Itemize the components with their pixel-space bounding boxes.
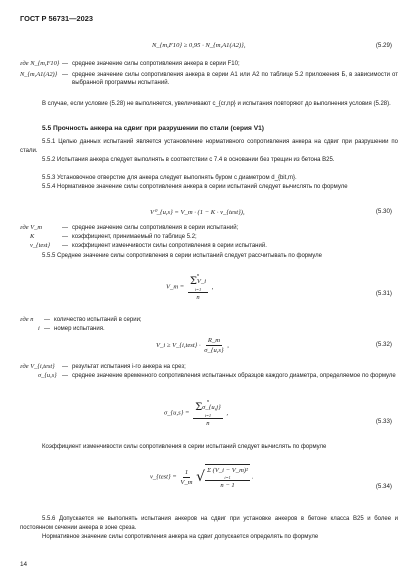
definition-text: среднее значение силы сопротивления анкера в серии F10; <box>72 61 240 67</box>
formula-5-29: N_{m,F10} ≥ 0,95 · N_{m,A1(A2)}, <box>152 42 246 49</box>
document-header: ГОСТ Р 56731—2023 <box>20 14 93 23</box>
radical-sign: √ <box>196 469 206 485</box>
fraction-numerator: 1 <box>184 468 189 476</box>
radicand <box>205 464 250 490</box>
definitions-5-30 <box>20 224 398 254</box>
definition-text: номер испытания. <box>54 326 105 332</box>
formula-number-5-33: (5.33) <box>375 418 392 425</box>
definition-symbol: где V_m <box>20 224 42 231</box>
sum-lower-limit: i=1 <box>224 475 231 480</box>
formula-5-32 <box>156 336 229 355</box>
definition-symbol: где V_{i,test} <box>20 363 55 370</box>
definition-text: коэффициент изменчивости силы сопротивления в серии испытаний. <box>72 243 267 249</box>
paragraph-5-5-4: 5.5.4 Нормативное значение силы сопротивления анкера в серии испытаний следует вычислять по формуле <box>42 184 348 190</box>
formula-number-5-31: (5.31) <box>375 290 392 297</box>
definition-text: коэффициент, принимаемый по таблице 5.2; <box>72 234 197 240</box>
definition-dash: — <box>62 364 68 370</box>
formula-number-5-34: (5.34) <box>375 483 392 490</box>
formula-lhs: V_m = <box>166 283 185 291</box>
section-heading: 5.5 Прочность анкера на сдвиг при разрушении по стали (серия V1) <box>42 125 264 132</box>
definition-text: среднее значение силы сопротивления в серии испытаний; <box>72 225 239 231</box>
definition-text: среднее значение силы сопротивления анкера в серии А1 или А2 по таблице 5.2 приложения Б, в зависимости от выбранной программы испытаний. <box>72 72 398 87</box>
definition-symbol: N_{m,A1(A2)} <box>20 71 58 78</box>
definition-text: количество испытаний в серии; <box>54 317 142 323</box>
definitions-5-32 <box>20 363 398 393</box>
definition-symbol: где n <box>20 316 34 323</box>
definition-text: среднее значение временного сопротивления испытанных образцов каждого диаметра, определяемое по формуле <box>72 373 396 379</box>
sum-lower-limit: i=1 <box>204 413 212 418</box>
fraction-numerator: R_m <box>207 337 220 344</box>
formula-tail: , <box>226 409 229 417</box>
formula-number-5-32: (5.32) <box>375 341 392 348</box>
formula-5-34 <box>150 464 253 490</box>
formula-fraction <box>188 272 208 302</box>
fraction-numerator <box>193 398 223 419</box>
sum-term: V_i <box>196 278 207 285</box>
definition-dash: — <box>62 243 68 249</box>
formula-fraction <box>204 336 223 355</box>
formula-lhs: v_{test} = <box>150 473 177 481</box>
sum-lower-limit: i=1 <box>194 287 202 292</box>
fraction-denominator: V_m <box>180 478 193 486</box>
formula-lhs: σ_{u,s} = <box>164 409 190 417</box>
formula-fraction <box>193 398 223 428</box>
paragraph-5-5-2: 5.5.2 Испытания анкера следует выполнять в соответствии с 7.4 в основании без трещин из бетона В25. <box>42 157 335 163</box>
definition-dash: — <box>62 225 68 231</box>
square-root <box>196 464 250 490</box>
paragraph-5-5-3: 5.5.3 Установочное отверстие для анкера следует выполнять буром с диаметром d_{bit,m}. <box>42 175 297 181</box>
sum-term: σ_{u,j} <box>202 404 221 411</box>
formula-fraction <box>180 468 192 487</box>
formula-lhs: V_i ≥ V_{i,test} · <box>156 342 201 350</box>
sum-upper-limit: n <box>206 398 210 403</box>
definition-dash: — <box>44 326 50 332</box>
formula-number-5-30: (5.30) <box>375 208 392 215</box>
definition-symbol: где N_{m,F10} <box>20 60 60 67</box>
page-number: 14 <box>20 561 28 568</box>
fraction-denominator: σ_{u,s} <box>204 347 224 354</box>
paragraph-5-5-5: 5.5.5 Среднее значение силы сопротивления в серии испытаний следует рассчитывать по формуле <box>42 253 323 259</box>
formula-tail: . <box>251 473 254 481</box>
radicand-numerator <box>205 466 250 481</box>
radicand-sum: Σ (V_i − V_m)² <box>207 467 249 474</box>
formula-tail: , <box>211 283 214 291</box>
radicand-denominator: n − 1 <box>220 482 235 489</box>
definition-text: результат испытания i-го анкера на срез; <box>72 364 186 370</box>
definition-symbol: v_{test} <box>30 242 51 249</box>
definition-symbol: i <box>38 325 40 332</box>
fraction-denominator: n <box>196 294 200 301</box>
definition-dash: — <box>62 61 68 67</box>
definition-dash: — <box>62 234 68 240</box>
formula-5-30: V⁰_{u,s} = V_m · (1 − K · v_{test}), <box>150 209 245 216</box>
definitions-5-29 <box>20 60 398 100</box>
formula-5-31 <box>166 272 213 302</box>
definition-dash: — <box>62 72 68 78</box>
paragraph-coefficient: Коэффициент изменчивости силы сопротивления в серии испытаний следует вычислять по формуле <box>42 444 327 450</box>
sum-upper-limit: n <box>196 272 200 277</box>
formula-tail: , <box>227 342 229 350</box>
paragraph-5-5-6: 5.5.6 Допускается не выполнять испытания анкеров на сдвиг при установке анкеров в бетоне класса В25 и более и постоянном сечении анкера в зоне среза. <box>20 516 398 531</box>
fraction-denominator: n <box>206 420 210 427</box>
sum-sign: Σ <box>189 276 197 287</box>
definition-dash: — <box>44 317 50 323</box>
definition-symbol: K <box>30 233 35 240</box>
definitions-5-31 <box>20 316 398 336</box>
sum-sign: Σ <box>195 402 203 413</box>
definition-symbol: σ_{u,s} <box>38 372 57 379</box>
formula-5-33 <box>164 398 228 428</box>
formula-number-5-29: (5.29) <box>375 42 392 49</box>
paragraph-5-5-1: 5.5.1 Целью данных испытаний является установление нормативного сопротивления анкера на сдвиг при разрушении по стали. <box>20 139 398 154</box>
paragraph-last: Нормативное значение силы сопротивления анкера на сдвиг допускается определять по формуле <box>42 534 319 540</box>
paragraph-condition: В случае, если условие (5.28) не выполняется, увеличивают с_{cr,np} и испытания повторяют до выполнения условия (5.28). <box>42 101 391 107</box>
fraction-numerator <box>188 272 208 293</box>
definition-dash: — <box>62 373 68 379</box>
